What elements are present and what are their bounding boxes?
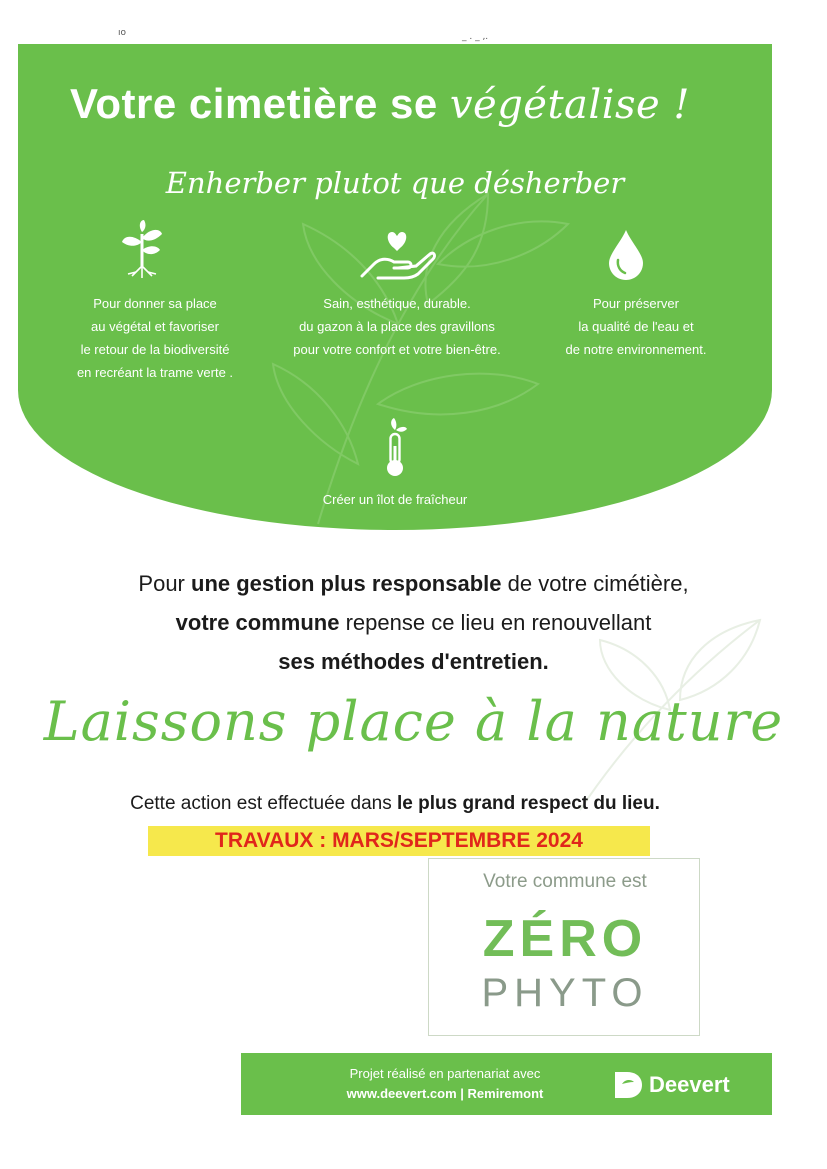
- respect-bold: le plus grand respect du lieu.: [396, 793, 660, 814]
- badge-zero: ZÉRO: [482, 910, 648, 968]
- feature-cooling: [280, 488, 510, 511]
- body-line-2: [0, 603, 827, 642]
- page-title: [70, 80, 750, 128]
- feature-line: pour votre confort et votre bien-être.: [293, 342, 501, 357]
- feature-line: en recréant la trame verte .: [76, 365, 234, 380]
- feature-line: Pour donner sa place: [93, 296, 217, 311]
- works-dates-banner: TRAVAUX : MARS/SEPTEMBRE 2024: [148, 826, 650, 856]
- slogan: Laissons place à la nature: [43, 690, 784, 753]
- body-line-1: [0, 564, 827, 603]
- partner-line: Projet réalisé en partenariat avec: [349, 1066, 541, 1081]
- scan-mark-left: ıo: [118, 28, 127, 38]
- thermometer-leaf-icon: [382, 418, 408, 478]
- partner-website: www.deevert.com | Remiremont: [346, 1086, 544, 1101]
- respect-text: Cette action est effectuée dans: [130, 793, 397, 814]
- zero-phyto-badge: [428, 858, 700, 1036]
- seedling-icon: [120, 220, 164, 280]
- badge-phyto: PHYTO: [481, 971, 649, 1015]
- respect-line: [0, 793, 790, 815]
- feature-line: au végétal et favoriser: [91, 319, 219, 334]
- hand-heart-icon: [358, 228, 436, 282]
- partner-text: [305, 1064, 585, 1104]
- feature-lawn: [266, 292, 528, 361]
- deevert-wordmark: Deevert: [649, 1072, 730, 1097]
- feature-line: la qualité de l'eau et: [578, 319, 694, 334]
- body-text: Pour: [138, 571, 191, 596]
- badge-caption: Votre commune est: [483, 871, 647, 892]
- feature-water: [536, 292, 736, 361]
- body-text: de votre cimétière,: [501, 571, 689, 596]
- feature-biodiversity: [40, 292, 270, 384]
- deevert-logo-icon: [613, 1070, 643, 1100]
- body-bold: une gestion plus responsable: [191, 571, 502, 596]
- feature-line: Créer un îlot de fraîcheur: [322, 492, 468, 507]
- title-script: végétalise !: [449, 82, 690, 128]
- body-bold: votre commune: [175, 610, 340, 635]
- body-text: repense ce lieu en renouvellant: [339, 610, 652, 635]
- feature-line: Pour préserver: [593, 296, 679, 311]
- feature-line: le retour de la biodiversité: [80, 342, 230, 357]
- deevert-logo: [613, 1070, 763, 1100]
- body-line-3: [0, 642, 827, 681]
- water-drop-icon: [609, 230, 643, 280]
- scan-mark-right: _ . _ ,.: [462, 32, 489, 42]
- feature-line: Sain, esthétique, durable.: [323, 296, 471, 311]
- feature-line: de notre environnement.: [565, 342, 707, 357]
- feature-line: du gazon à la place des gravillons: [299, 319, 495, 334]
- partner-footer: [241, 1053, 772, 1115]
- body-bold: ses méthodes d'entretien.: [278, 649, 549, 674]
- header-panel: [18, 44, 772, 530]
- page-subtitle: Enherber plutot que désherber: [165, 166, 625, 200]
- body-paragraph: [0, 564, 827, 681]
- title-plain: Votre cimetière se: [70, 80, 438, 127]
